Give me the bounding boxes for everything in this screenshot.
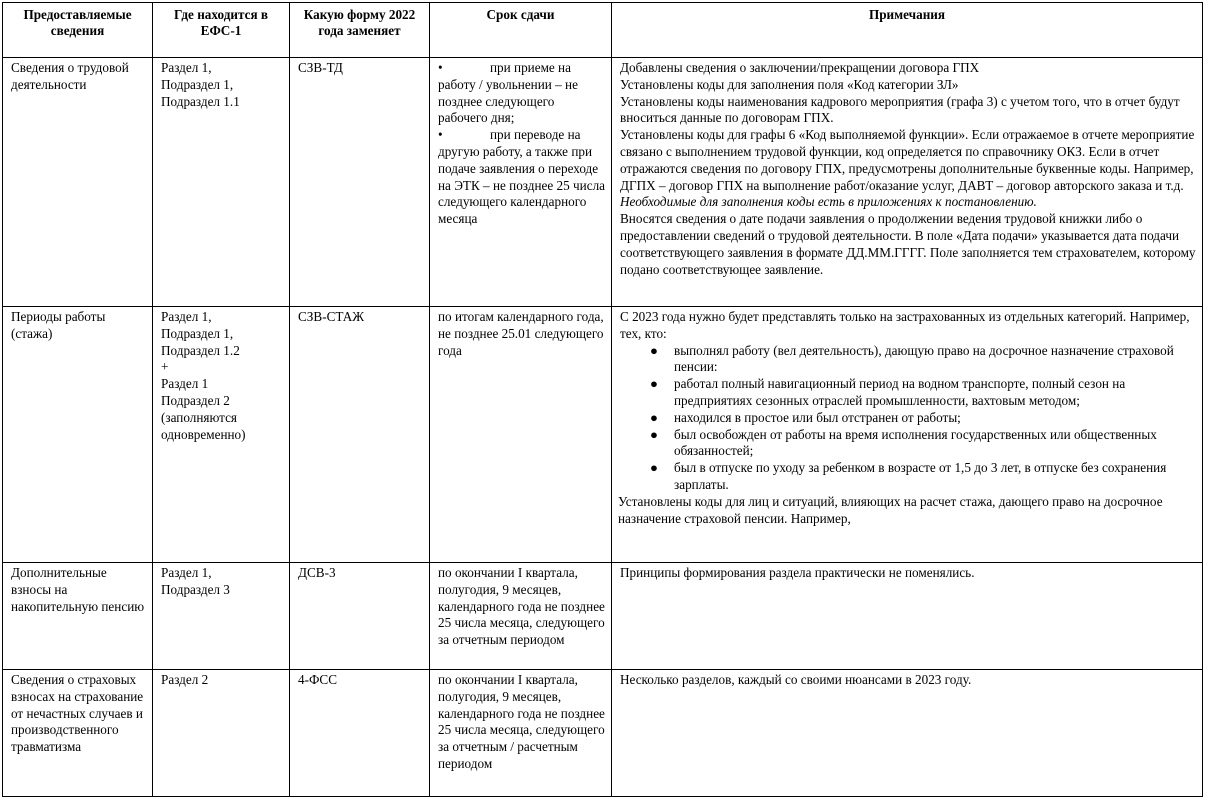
- list-item: ● был освобожден от работы на время исполнения государственных или общественных обязанностей;: [650, 426, 1157, 459]
- info-cell: Периоды работы (стажа): [3, 307, 153, 563]
- info-cell: Сведения о трудовой деятельности: [3, 58, 153, 307]
- form-cell: СЗВ-СТАЖ: [290, 307, 430, 563]
- location-line: Подраздел 2: [161, 392, 230, 408]
- list-item: ● работал полный навигационный период на водном транспорте, полный сезон на предприятиях сезонных отраслей промышленности, вахтовым методом;: [650, 376, 1126, 408]
- list-item: ● находился в простое или был отстранен от работы;: [650, 409, 961, 425]
- table-row: [3, 670, 1203, 797]
- note-line: Установлены коды наименования кадрового мероприятия (графа 3) с учетом того, что в отчет будут вноситься данные по договорам ГПХ.: [620, 93, 1180, 126]
- header-info: Предоставляемые сведения: [3, 3, 153, 58]
- list-mark: ●: [650, 409, 658, 425]
- note-line: Установлены коды для заполнения поля «Код категории ЗЛ»: [620, 76, 959, 92]
- location-line: Подраздел 1,: [161, 325, 234, 341]
- list-mark: ●: [650, 376, 658, 392]
- list-item: ● выполнял работу (вел деятельность), дающую право на досрочное назначение страховой пенсии:: [650, 342, 1174, 375]
- location-cell: [153, 670, 290, 797]
- notes-cell: [612, 307, 1203, 563]
- info-cell: Сведения о страховых взносах на страхование от нечастных случаев и производственного травматизма: [3, 670, 153, 797]
- header-form: Какую форму 2022 года заменяет: [290, 3, 430, 58]
- header-location: Где находится в ЕФС-1: [153, 3, 290, 58]
- list-item: ● был в отпуске по уходу за ребенком в возрасте от 1,5 до 3 лет, в отпуске без сохранения зарплаты.: [650, 460, 1167, 492]
- info-cell: Дополнительные взносы на накопительную пенсию: [3, 563, 153, 670]
- deadline-cell: по окончании I квартала, полугодия, 9 месяцев, календарного года не позднее 25 числа месяца, следующего за отчетным периодом: [430, 563, 612, 670]
- note-line: Установлены коды для лиц и ситуаций, влияющих на расчет стажа, дающего право на досрочное назначение страховой пенсии. Например,: [618, 493, 1163, 526]
- list-mark: ●: [650, 460, 658, 476]
- bullet-mark: •: [438, 127, 443, 143]
- note-line: Вносятся сведения о дате подачи заявления о продолжении ведения трудовой книжки либо о предоставлении сведений о трудовой деятельности. В поле «Дата подачи» указывается дата подачи соответствующего заявления в формате ДД.ММ.ГГГГ. Поле заполняется тем страхователем, которому подано соответствующее заявление.: [620, 211, 1196, 277]
- location-line: Раздел 1: [161, 376, 209, 392]
- notes-cell: [612, 58, 1203, 307]
- location-line: (заполняются одновременно): [161, 409, 246, 442]
- note-line: Установлены коды для графы 6 «Код выполняемой функции». Если отражаемое в отчете мероприятие связано с выполнением трудовой функции, код определяется по справочнику ОКЗ. Если в отчет отражаются сведения по договору ГПХ, предусмотрены дополнительные буквенные коды. Например, ДГПХ – договор ГПХ на выполнение работ/оказание услуг, ДАВТ – договор авторского заказа и т.д.: [620, 127, 1195, 193]
- table-row: [3, 307, 1203, 563]
- deadline-cell: по окончании I квартала, полугодия, 9 месяцев, календарного года не позднее 25 числа месяца, следующего за отчетным / расчетным периодом: [430, 670, 612, 797]
- deadline-bullet: • при переводе на другую работу, а также при подаче заявления о переходе на ЭТК – не позднее 25 числа следующего календарного месяца: [438, 127, 606, 227]
- location-line: +: [161, 359, 169, 375]
- location-line: Раздел 1,: [161, 309, 212, 324]
- table-row: [3, 58, 1203, 307]
- notes-cell: Принципы формирования раздела практически не поменялись.: [612, 563, 1203, 670]
- deadline-cell: [430, 58, 612, 307]
- location-line: Подраздел 3: [161, 581, 230, 597]
- location-line: Подраздел 1,: [161, 76, 234, 92]
- notes-list: [620, 343, 1196, 494]
- header-deadline: Срок сдачи: [430, 3, 612, 58]
- form-cell: 4-ФСС: [290, 670, 430, 797]
- bullet-mark: •: [438, 60, 443, 75]
- location-line: Раздел 2: [161, 672, 209, 687]
- header-row: [3, 3, 1203, 58]
- list-mark: ●: [650, 342, 658, 358]
- note-line: С 2023 года нужно будет представлять только на застрахованных из отдельных категорий. Например, тех, кто:: [620, 309, 1190, 341]
- notes-cell: Несколько разделов, каждый со своими нюансами в 2023 году.: [612, 670, 1203, 797]
- form-cell: ДСВ-3: [290, 563, 430, 670]
- location-line: Раздел 1,: [161, 565, 212, 580]
- location-line: Раздел 1,: [161, 60, 212, 75]
- deadline-cell: по итогам календарного года, не позднее 25.01 следующего года: [430, 307, 612, 563]
- table-row: [3, 563, 1203, 670]
- location-cell: [153, 563, 290, 670]
- list-mark: ●: [650, 426, 658, 442]
- note-italic: Необходимые для заполнения коды есть в приложениях к постановлению.: [620, 194, 1037, 210]
- location-line: Подраздел 1.1: [161, 93, 240, 109]
- reporting-forms-table: [2, 2, 1203, 797]
- header-notes: Примечания: [612, 3, 1203, 58]
- deadline-bullet: • при приеме на работу / увольнении – не позднее следующего рабочего дня;: [438, 60, 578, 126]
- note-line: Добавлены сведения о заключении/прекращении договора ГПХ: [620, 60, 980, 75]
- form-cell: СЗВ-ТД: [290, 58, 430, 307]
- location-line: Подраздел 1.2: [161, 342, 240, 358]
- location-cell: [153, 58, 290, 307]
- location-cell: [153, 307, 290, 563]
